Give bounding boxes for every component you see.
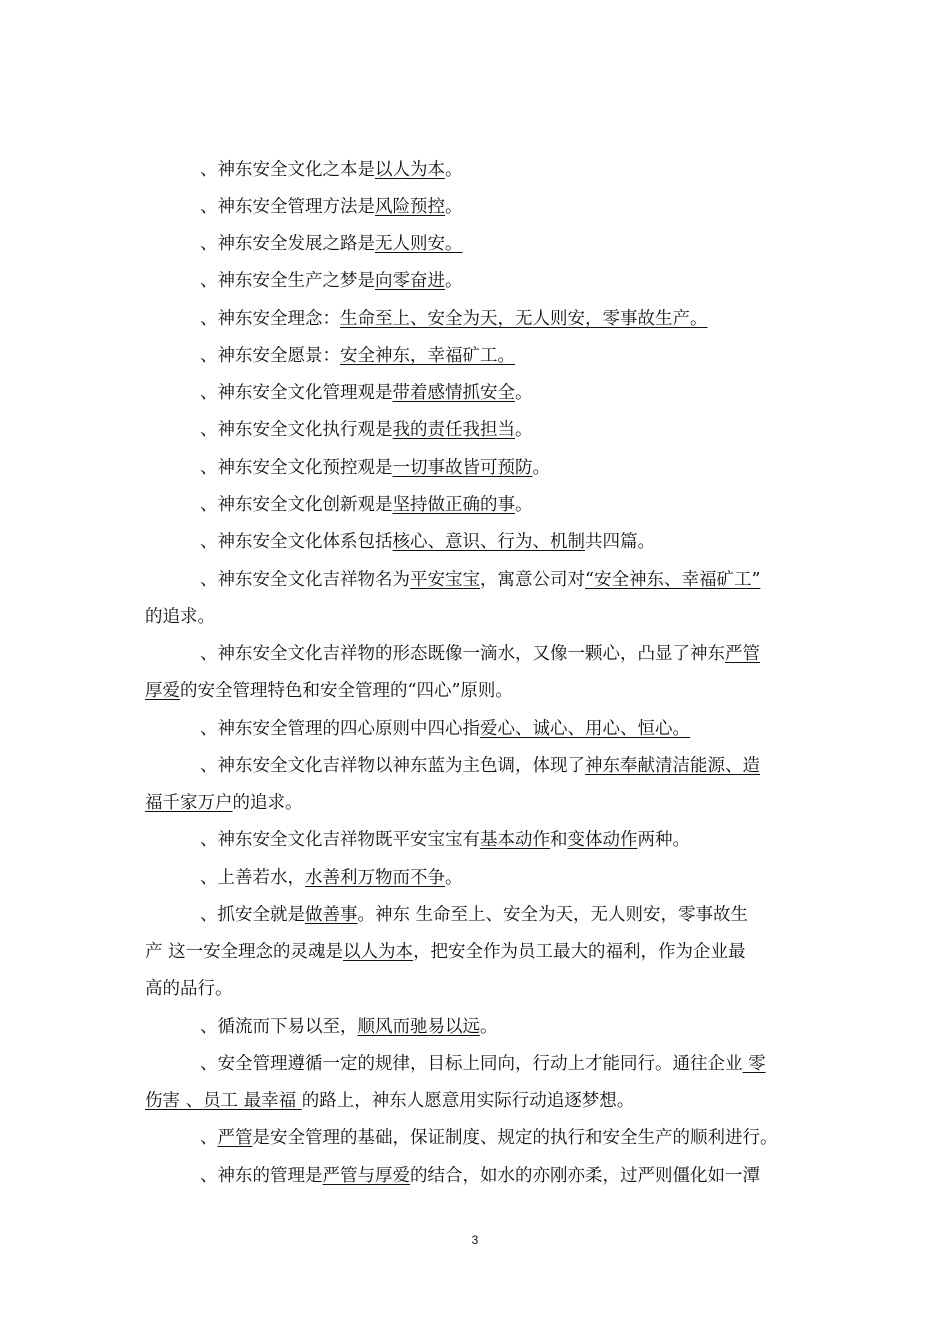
text-segment: 、神东安全文化之本是 [200, 160, 375, 180]
text-segment: 共四篇。 [585, 532, 655, 552]
text-line [145, 569, 868, 591]
text-line [145, 606, 813, 628]
text-segment: 的结合，如水的亦刚亦柔，过严则僵化如一潭 [410, 1166, 760, 1186]
underlined-answer: 福千家万户 [145, 793, 233, 813]
underlined-answer: 严管与厚爱 [322, 1166, 410, 1186]
text-segment: 。 [480, 1017, 498, 1037]
text-line [145, 494, 868, 516]
underlined-answer: 顺风而驰易以远 [357, 1017, 480, 1037]
text-segment: 。 [445, 271, 463, 291]
text-segment: 。 [445, 868, 463, 888]
text-segment: 是安全管理的基础，保证制度、规定的执行和安全生产的顺利进行。 [252, 1128, 778, 1148]
text-segment: 产 这一安全理念的灵魂是 [145, 942, 344, 962]
underlined-answer: 无人则安。 [375, 234, 463, 254]
text-line [145, 941, 813, 963]
text-line [145, 643, 868, 665]
text-segment: 、神东安全文化吉祥物以神东蓝为主色调，体现了 [200, 756, 585, 776]
text-line [145, 792, 813, 814]
text-line [145, 308, 868, 330]
text-line [145, 159, 868, 181]
underlined-answer: 平安宝宝 [410, 570, 480, 590]
underlined-answer: 以人为本 [375, 160, 445, 180]
text-line [145, 382, 868, 404]
underlined-answer: 基本动作 [480, 830, 550, 850]
underlined-answer: 带着感情抓安全 [392, 383, 515, 403]
underlined-answer: 厚爱 [145, 681, 180, 701]
text-segment: 、神东安全文化吉祥物名为 [200, 570, 410, 590]
text-segment: 、 [200, 1128, 218, 1148]
text-segment: 、神东安全文化创新观是 [200, 495, 393, 515]
text-segment: 、神东安全生产之梦是 [200, 271, 375, 291]
underlined-answer: 风险预控 [375, 197, 445, 217]
text-segment: ，把安全作为员工最大的福利，作为企业最 [413, 942, 746, 962]
underlined-answer: 零 [742, 1054, 766, 1074]
page-number: 3 [471, 1233, 479, 1247]
text-segment: 、安全管理遵循一定的规律，目标上同向，行动上才能同行。通往企业 [200, 1054, 743, 1074]
text-line [145, 531, 868, 553]
text-segment: 、神东安全文化吉祥物既平安宝宝有 [200, 830, 480, 850]
text-segment: 。 [515, 383, 533, 403]
text-segment: 、神东安全愿景： [200, 346, 340, 366]
text-line [145, 457, 868, 479]
text-segment: 、神东安全管理的四心原则中四心指 [200, 719, 480, 739]
text-line [145, 680, 813, 702]
text-segment: 高的品行。 [145, 979, 233, 999]
text-segment: 。 [515, 420, 533, 440]
text-line [145, 867, 868, 889]
text-segment: 、神东的管理是 [200, 1166, 323, 1186]
underlined-answer: 我的责任我担当 [392, 420, 515, 440]
text-segment: 。 [532, 458, 550, 478]
text-segment: 、神东安全文化执行观是 [200, 420, 393, 440]
text-segment: 的追求。 [145, 607, 215, 627]
text-segment: 、神东安全文化预控观是 [200, 458, 393, 478]
underlined-answer: 核心、意识、行为、机制 [392, 532, 585, 552]
text-segment: 。 [515, 495, 533, 515]
text-segment: 的路上，神东人愿意用实际行动追逐梦想。 [301, 1091, 635, 1111]
text-segment: 、神东安全文化吉祥物的形态既像一滴水，又像一颗心，凸显了神东 [200, 644, 725, 664]
text-line [145, 233, 868, 255]
text-segment: 两种。 [637, 830, 690, 850]
underlined-answer: 以人为本 [343, 942, 414, 962]
text-segment: ，寓意公司对 [480, 570, 585, 590]
underlined-answer: 一切事故皆可预防 [392, 458, 533, 478]
text-segment: 和 [550, 830, 568, 850]
underlined-answer: 神东奉献清洁能源、造 [585, 756, 760, 776]
text-line [145, 718, 868, 740]
underlined-answer: 生命至上、安全为天，无人则安，零事故生产。 [340, 309, 708, 329]
text-line [145, 1090, 813, 1112]
text-segment: 、神东安全文化管理观是 [200, 383, 393, 403]
text-segment: 。 [445, 160, 463, 180]
text-segment: 、抓安全就是 [200, 905, 305, 925]
text-segment: 的追求。 [232, 793, 303, 813]
text-segment: 、神东安全管理方法是 [200, 197, 375, 217]
underlined-answer: 伤害 、员工 最幸福 [145, 1091, 302, 1111]
text-line [145, 1165, 868, 1187]
text-line [145, 829, 868, 851]
underlined-answer: 做善事 [305, 905, 358, 925]
underlined-answer: 变体动作 [567, 830, 638, 850]
text-line [145, 1016, 868, 1038]
text-segment: 。 [445, 197, 463, 217]
text-line [145, 1127, 868, 1149]
text-segment: 、神东安全理念： [200, 309, 340, 329]
underlined-answer: 严管 [217, 1128, 253, 1148]
underlined-answer: 严管 [725, 644, 760, 664]
text-segment: 、上善若水， [200, 868, 305, 888]
text-line [145, 419, 868, 441]
text-segment: 、循流而下易以至， [200, 1017, 358, 1037]
underlined-answer: 坚持做正确的事 [392, 495, 515, 515]
underlined-answer: 安全神东，幸福矿工。 [340, 346, 515, 366]
underlined-answer: 爱心、诚心、用心、恒心。 [480, 719, 690, 739]
text-line [145, 1053, 868, 1075]
text-line [145, 270, 868, 292]
text-segment: 的安全管理特色和安全管理的“四心”原则。 [180, 681, 513, 701]
text-line [145, 978, 813, 1000]
text-line [145, 904, 868, 926]
text-segment: 、神东安全发展之路是 [200, 234, 375, 254]
underlined-answer: 水善利万物而不争 [305, 868, 445, 888]
text-line [145, 345, 868, 367]
text-segment: 。神东 生命至上、安全为天，无人则安，零事故生 [357, 905, 749, 925]
underlined-answer: “安全神东、幸福矿工” [585, 570, 761, 590]
underlined-answer: 向零奋进 [375, 271, 445, 291]
text-line [145, 196, 868, 218]
text-line [145, 755, 868, 777]
text-segment: 、神东安全文化体系包括 [200, 532, 393, 552]
